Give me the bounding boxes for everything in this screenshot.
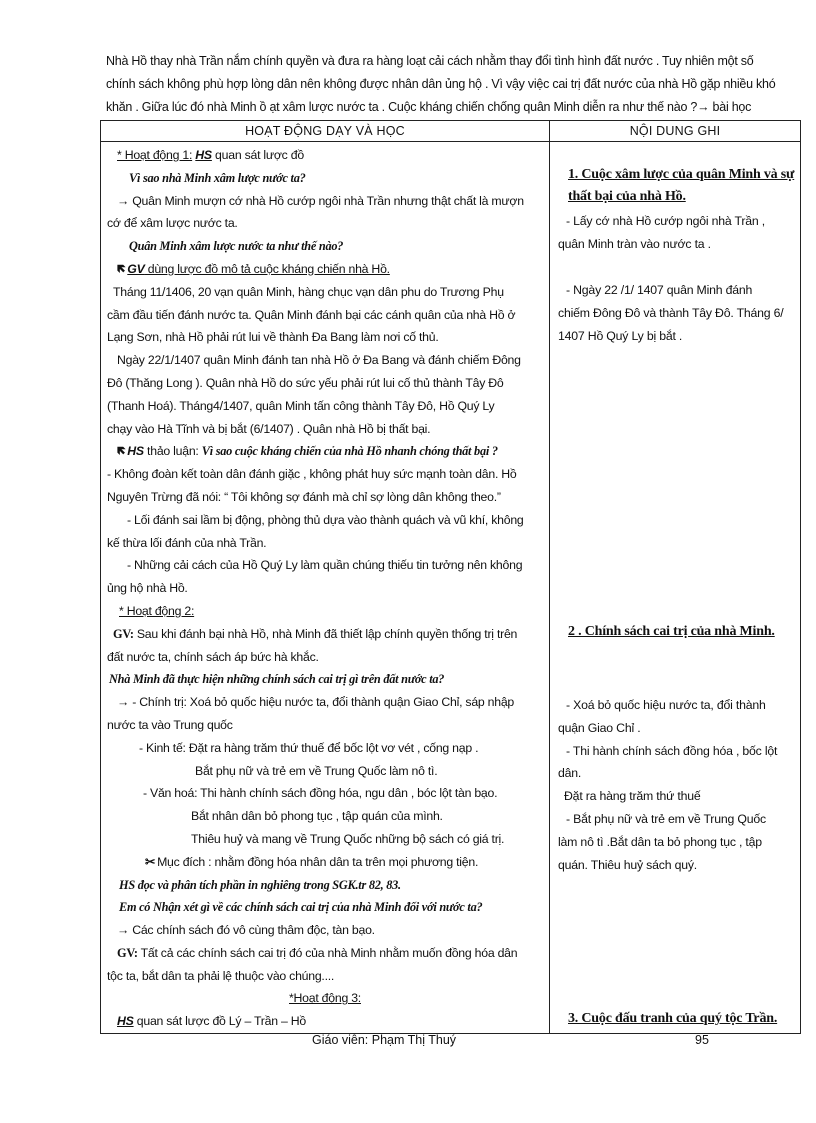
policy-line: - Văn hoá: Thi hành chính sách đồng hóa, ngu dân , bóc lột tàn bạo. <box>143 786 498 801</box>
policy-line: Bắt phụ nữ và trẻ em về Trung Quốc làm nô tì. <box>195 763 438 778</box>
gv-label: GV <box>127 261 145 276</box>
note-block <box>558 210 798 256</box>
section-1-title: 1. Cuộc xâm lược của quân Minh và sự <box>568 167 795 182</box>
col-header-activities: HOẠT ĐỘNG DẠY VÀ HỌC <box>101 121 550 142</box>
reason-line: - Lối đánh sai lầm bị động, phòng thủ dựa vào thành quách và vũ khí, không <box>127 512 524 527</box>
gv-label: GV: <box>113 626 134 641</box>
activities-cell <box>101 142 550 1034</box>
hs-label: HS <box>127 444 144 459</box>
paragraph-line: chạy vào Hà Tĩnh và bị bắt (6/1407) . Quân nhà Hồ bị thất bại. <box>107 421 431 436</box>
policy-line: Thiêu huỷ và mang về Trung Quốc những bộ sách có giá trị. <box>191 831 505 846</box>
scissors-icon: ✂ <box>145 854 156 869</box>
reason-line: kế thừa lối đánh của nhà Trần. <box>107 535 267 550</box>
paragraph-line: Đô (Thăng Long ). Quân nhà Hồ do sức yếu phải rút lui cố thủ thành Tây Đô <box>107 375 504 390</box>
notes-cell <box>550 142 801 1034</box>
question-2: Quân Minh xâm lược nước ta như thế nào? <box>129 239 344 254</box>
gv-3-text: Tất cả các chính sách cai trị đó của nhà Minh nhằm muốn đồng hóa dân <box>137 945 518 960</box>
gv-3-line <box>107 942 545 965</box>
hs-reading-line: HS đọc và phân tích phần in nghiêng trong SGK.tr 82, 83. <box>119 877 401 892</box>
question-5: Em có Nhận xét gì về các chính sách cai trị của nhà Minh đối với nước ta? <box>119 900 483 915</box>
activity-1-text: quan sát lược đồ <box>211 148 304 162</box>
policy-line: Bắt nhân dân bỏ phong tục , tập quán của mình. <box>191 809 443 824</box>
section-1-heading <box>568 164 798 208</box>
paragraph-line: Ngày 22/1/1407 quân Minh đánh tan nhà Hồ ở Đa Bang và đánh chiếm Đông <box>117 353 521 368</box>
hs-discussion-line <box>107 440 545 463</box>
footer-page-number: 95 <box>695 1033 709 1047</box>
reason-line: ủng hộ nhà Hồ. <box>107 581 188 596</box>
gv-1-line <box>107 258 545 281</box>
paragraph-line: Tháng 11/1406, 20 vạn quân Minh, hàng chục vạn dân phu do Trương Phụ <box>113 284 504 299</box>
note-line: quán. Thiêu huỷ sách quý. <box>558 857 698 872</box>
section-2-heading <box>568 621 798 643</box>
answer-5-line: → Các chính sách đó vô cùng thâm độc, tàn bạo. <box>117 923 375 938</box>
lesson-table <box>100 120 801 1034</box>
note-line: quận Giao Chỉ . <box>558 720 641 735</box>
activity-3-label: *Hoạt động 3: <box>289 991 361 1006</box>
reason-line: - Những cải cách của Hồ Quý Ly làm quần chúng thiếu tin tưởng nên không <box>127 558 523 573</box>
paragraph-line: Lạng Sơn, nhà Hồ phải rút lui về thành Đa Bang làm nơi cố thủ. <box>107 330 439 345</box>
gv-label: GV: <box>117 945 138 960</box>
reason-line: Nguyên Trừng đã nói: “ Tôi không sợ đánh mà chỉ sợ lòng dân không theo.” <box>107 489 501 504</box>
section-2-title: 2 . Chính sách cai trị của nhà Minh. <box>568 624 775 639</box>
policy-line: nước ta vào Trung quốc <box>107 717 233 732</box>
activity-2-label: * Hoạt động 2: <box>119 603 195 618</box>
hs-discussion-text: thảo luận: <box>143 444 202 459</box>
gv-2-text: Sau khi đánh bại nhà Hồ, nhà Minh đã thiết lập chính quyền thống trị trên <box>133 626 518 641</box>
note-line: - Ngày 22 /1/ 1407 quân Minh đánh <box>566 283 753 297</box>
answer-1-line: → Quân Minh mượn cớ nhà Hồ cướp ngôi nhà Trần nhưng thật chất là mượn <box>117 193 524 208</box>
note-line: - Lấy cớ nhà Hồ cướp ngôi nhà Trần , <box>566 214 765 228</box>
note-line: quân Minh tràn vào nước ta . <box>558 236 711 251</box>
hs-label: HS <box>117 1014 134 1029</box>
intro-line: chính sách không phù hợp lòng dân nên không được nhân dân ủng hộ . Vì vậy việc cai trị đất nước của nhà Hồ gặp nhiều khó <box>106 77 776 91</box>
gv-2-line <box>107 623 545 646</box>
note-block <box>558 279 798 347</box>
note-line: - Xoá bỏ quốc hiệu nước ta, đổi thành <box>566 698 766 712</box>
intro-line: khăn . Giữa lúc đó nhà Minh ồ ạt xâm lược nước ta . Cuộc kháng chiến chống quân Minh diễn ra như thế nào ?→ bài học <box>106 100 752 114</box>
section-3-heading <box>568 1008 798 1030</box>
aim-line <box>107 851 545 874</box>
note-block <box>558 694 798 876</box>
note-line: Đặt ra hàng trăm thứ thuế <box>564 789 701 804</box>
aim-text: Mục đích : nhằm đồng hóa nhân dân ta trên mọi phương tiện. <box>157 854 479 869</box>
intro-line: Nhà Hồ thay nhà Trần nắm chính quyền và đưa ra hàng loạt cải cách nhằm thay đổi tình hình đất nước . Tuy nhiên một số <box>106 54 754 68</box>
note-line: dân. <box>558 766 582 781</box>
pointer-arrow-icon: 🡼 <box>117 444 126 459</box>
note-line: - Bắt phụ nữ và trẻ em về Trung Quốc <box>566 811 766 826</box>
question-3: Vì sao cuộc kháng chiến của nhà Hồ nhanh chóng thất bại ? <box>201 444 498 459</box>
question-1: Vì sao nhà Minh xâm lược nước ta? <box>129 170 306 185</box>
answer-1-line: cớ để xâm lược nước ta. <box>107 216 238 231</box>
paragraph-line: cầm đầu tiến đánh nước ta. Quân Minh đánh bại các cánh quân của nhà Hồ ở <box>107 307 516 322</box>
gv-1-text: dùng lược đồ mô tả cuộc kháng chiến nhà Hồ. <box>144 261 390 276</box>
intro-paragraph <box>106 50 798 119</box>
policy-line: - Kinh tế: Đặt ra hàng trăm thứ thuế để bốc lột vơ vét , cống nạp . <box>139 740 479 755</box>
gv-2-line: đất nước ta, chính sách áp bức hà khắc. <box>107 649 319 664</box>
reason-line: - Không đoàn kết toàn dân đánh giặc , không phát huy sức mạnh toàn dân. Hồ <box>107 467 517 482</box>
note-line: chiếm Đông Đô và thành Tây Đô. Tháng 6/ <box>558 305 784 320</box>
section-3-title: 3. Cuộc đấu tranh của quý tộc Trần. <box>568 1011 778 1026</box>
note-line: làm nô tì .Bắt dân ta bỏ phong tục , tập <box>558 834 762 849</box>
note-line: - Thi hành chính sách đồng hóa , bốc lột <box>566 743 778 758</box>
activity-1-line <box>107 144 545 167</box>
policy-line: → - Chính trị: Xoá bỏ quốc hiệu nước ta, đổi thành quận Giao Chỉ, sáp nhập <box>117 695 515 710</box>
section-1-title: thất bại của nhà Hồ. <box>568 189 686 204</box>
footer-teacher: Giáo viên: Phạm Thị Thuý <box>312 1033 457 1047</box>
col-header-notes: NỘI DUNG GHI <box>550 121 801 142</box>
pointer-arrow-icon: 🡼 <box>117 261 126 276</box>
hs-4-text: quan sát lược đồ Lý – Trần – Hồ <box>133 1014 306 1029</box>
hs-4-line <box>107 1010 545 1033</box>
note-line: 1407 Hồ Quý Ly bị bắt . <box>558 328 683 343</box>
activity-1-label: * Hoạt động 1: <box>117 148 193 162</box>
paragraph-line: (Thanh Hoá). Tháng4/1407, quân Minh tấn công thành Tây Đô, Hồ Quý Ly <box>107 398 495 413</box>
hs-label: HS <box>195 148 212 162</box>
question-4: Nhà Minh đã thực hiện những chính sách cai trị gì trên đất nước ta? <box>109 672 445 687</box>
gv-3-line: tộc ta, bắt dân ta phải lệ thuộc vào chúng.... <box>107 968 335 983</box>
